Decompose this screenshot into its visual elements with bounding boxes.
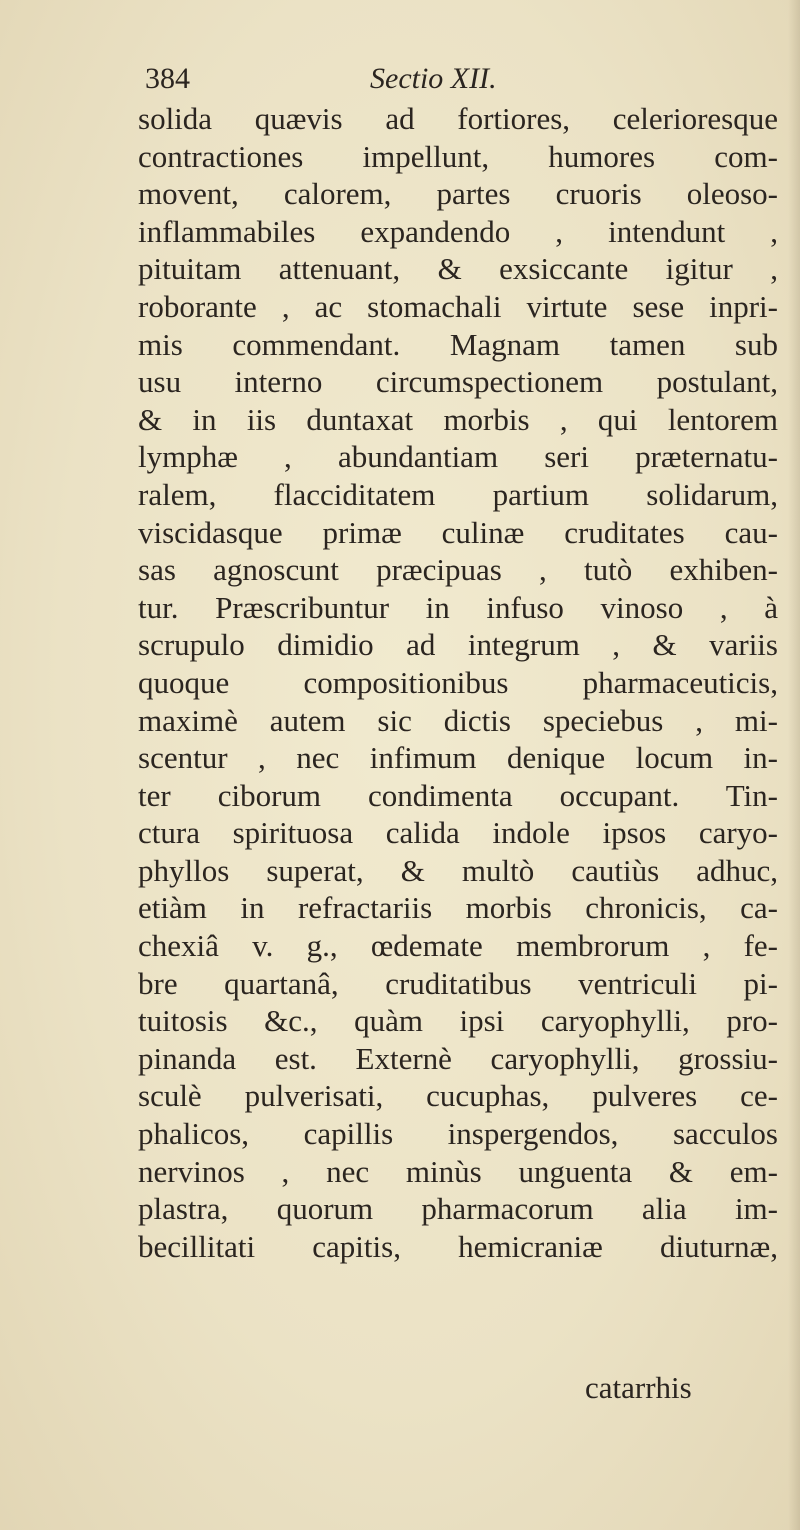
running-header [145,62,605,102]
text-line: quoque compositionibus pharmaceuticis, [138,664,778,700]
text-line: becillitati capitis, hemicraniæ diuturnæ, [138,1228,778,1264]
text-line: plastra, quorum pharmacorum alia im- [138,1191,778,1227]
text-line: ralem, flacciditatem partium solidarum, [138,476,778,512]
text-line: etiàm in refractariis morbis chronicis, ca- [138,890,778,926]
text-line: tuitosis &c., quàm ipsi caryophylli, pro- [138,1003,778,1039]
text-line: bre quartanâ, cruditatibus ventriculi pi- [138,965,778,1001]
page-number: 384 [145,62,190,95]
text-line: pituitam attenuant, & exsiccante igitur , [138,251,778,287]
text-line: nervinos , nec minùs unguenta & em- [138,1153,778,1189]
text-line: movent, calorem, partes cruoris oleoso- [138,176,778,212]
text-line: roborante , ac stomachali virtute sese inpri- [138,288,778,324]
text-line: mis commendant. Magnam tamen sub [138,326,778,362]
text-line: scrupulo dimidio ad integrum , & variis [138,627,778,663]
body-text [138,100,778,1265]
text-line: sas agnoscunt præcipuas , tutò exhiben- [138,552,778,588]
text-line: phalicos, capillis inspergendos, sacculos [138,1116,778,1152]
text-line: contractiones impellunt, humores com- [138,138,778,174]
text-line: maximè autem sic dictis speciebus , mi- [138,702,778,738]
text-line: inflammabiles expandendo , intendunt , [138,213,778,249]
text-line: ctura spirituosa calida indole ipsos caryo- [138,815,778,851]
text-line: tur. Præscribuntur in infuso vinoso , à [138,589,778,625]
text-line: lymphæ , abundantiam seri præternatu- [138,439,778,475]
page-edge-shadow [788,0,800,1530]
text-line: usu interno circumspectionem postulant, [138,364,778,400]
text-line: chexiâ v. g., œdemate membrorum , fe- [138,928,778,964]
section-title: Sectio XII. [370,62,497,95]
text-line: sculè pulverisati, cucuphas, pulveres ce- [138,1078,778,1114]
text-line: & in iis duntaxat morbis , qui lentorem [138,401,778,437]
text-line: viscidasque primæ culinæ cruditates cau- [138,514,778,550]
catchword: catarrhis [585,1370,692,1405]
text-line: solida quævis ad fortiores, celerioresque [138,101,778,136]
text-line: pinanda est. Externè caryophylli, grossiu- [138,1040,778,1076]
text-line: scentur , nec infimum denique locum in- [138,740,778,776]
text-line: phyllos superat, & multò cautiùs adhuc, [138,852,778,888]
text-line: ter ciborum condimenta occupant. Tin- [138,777,778,813]
